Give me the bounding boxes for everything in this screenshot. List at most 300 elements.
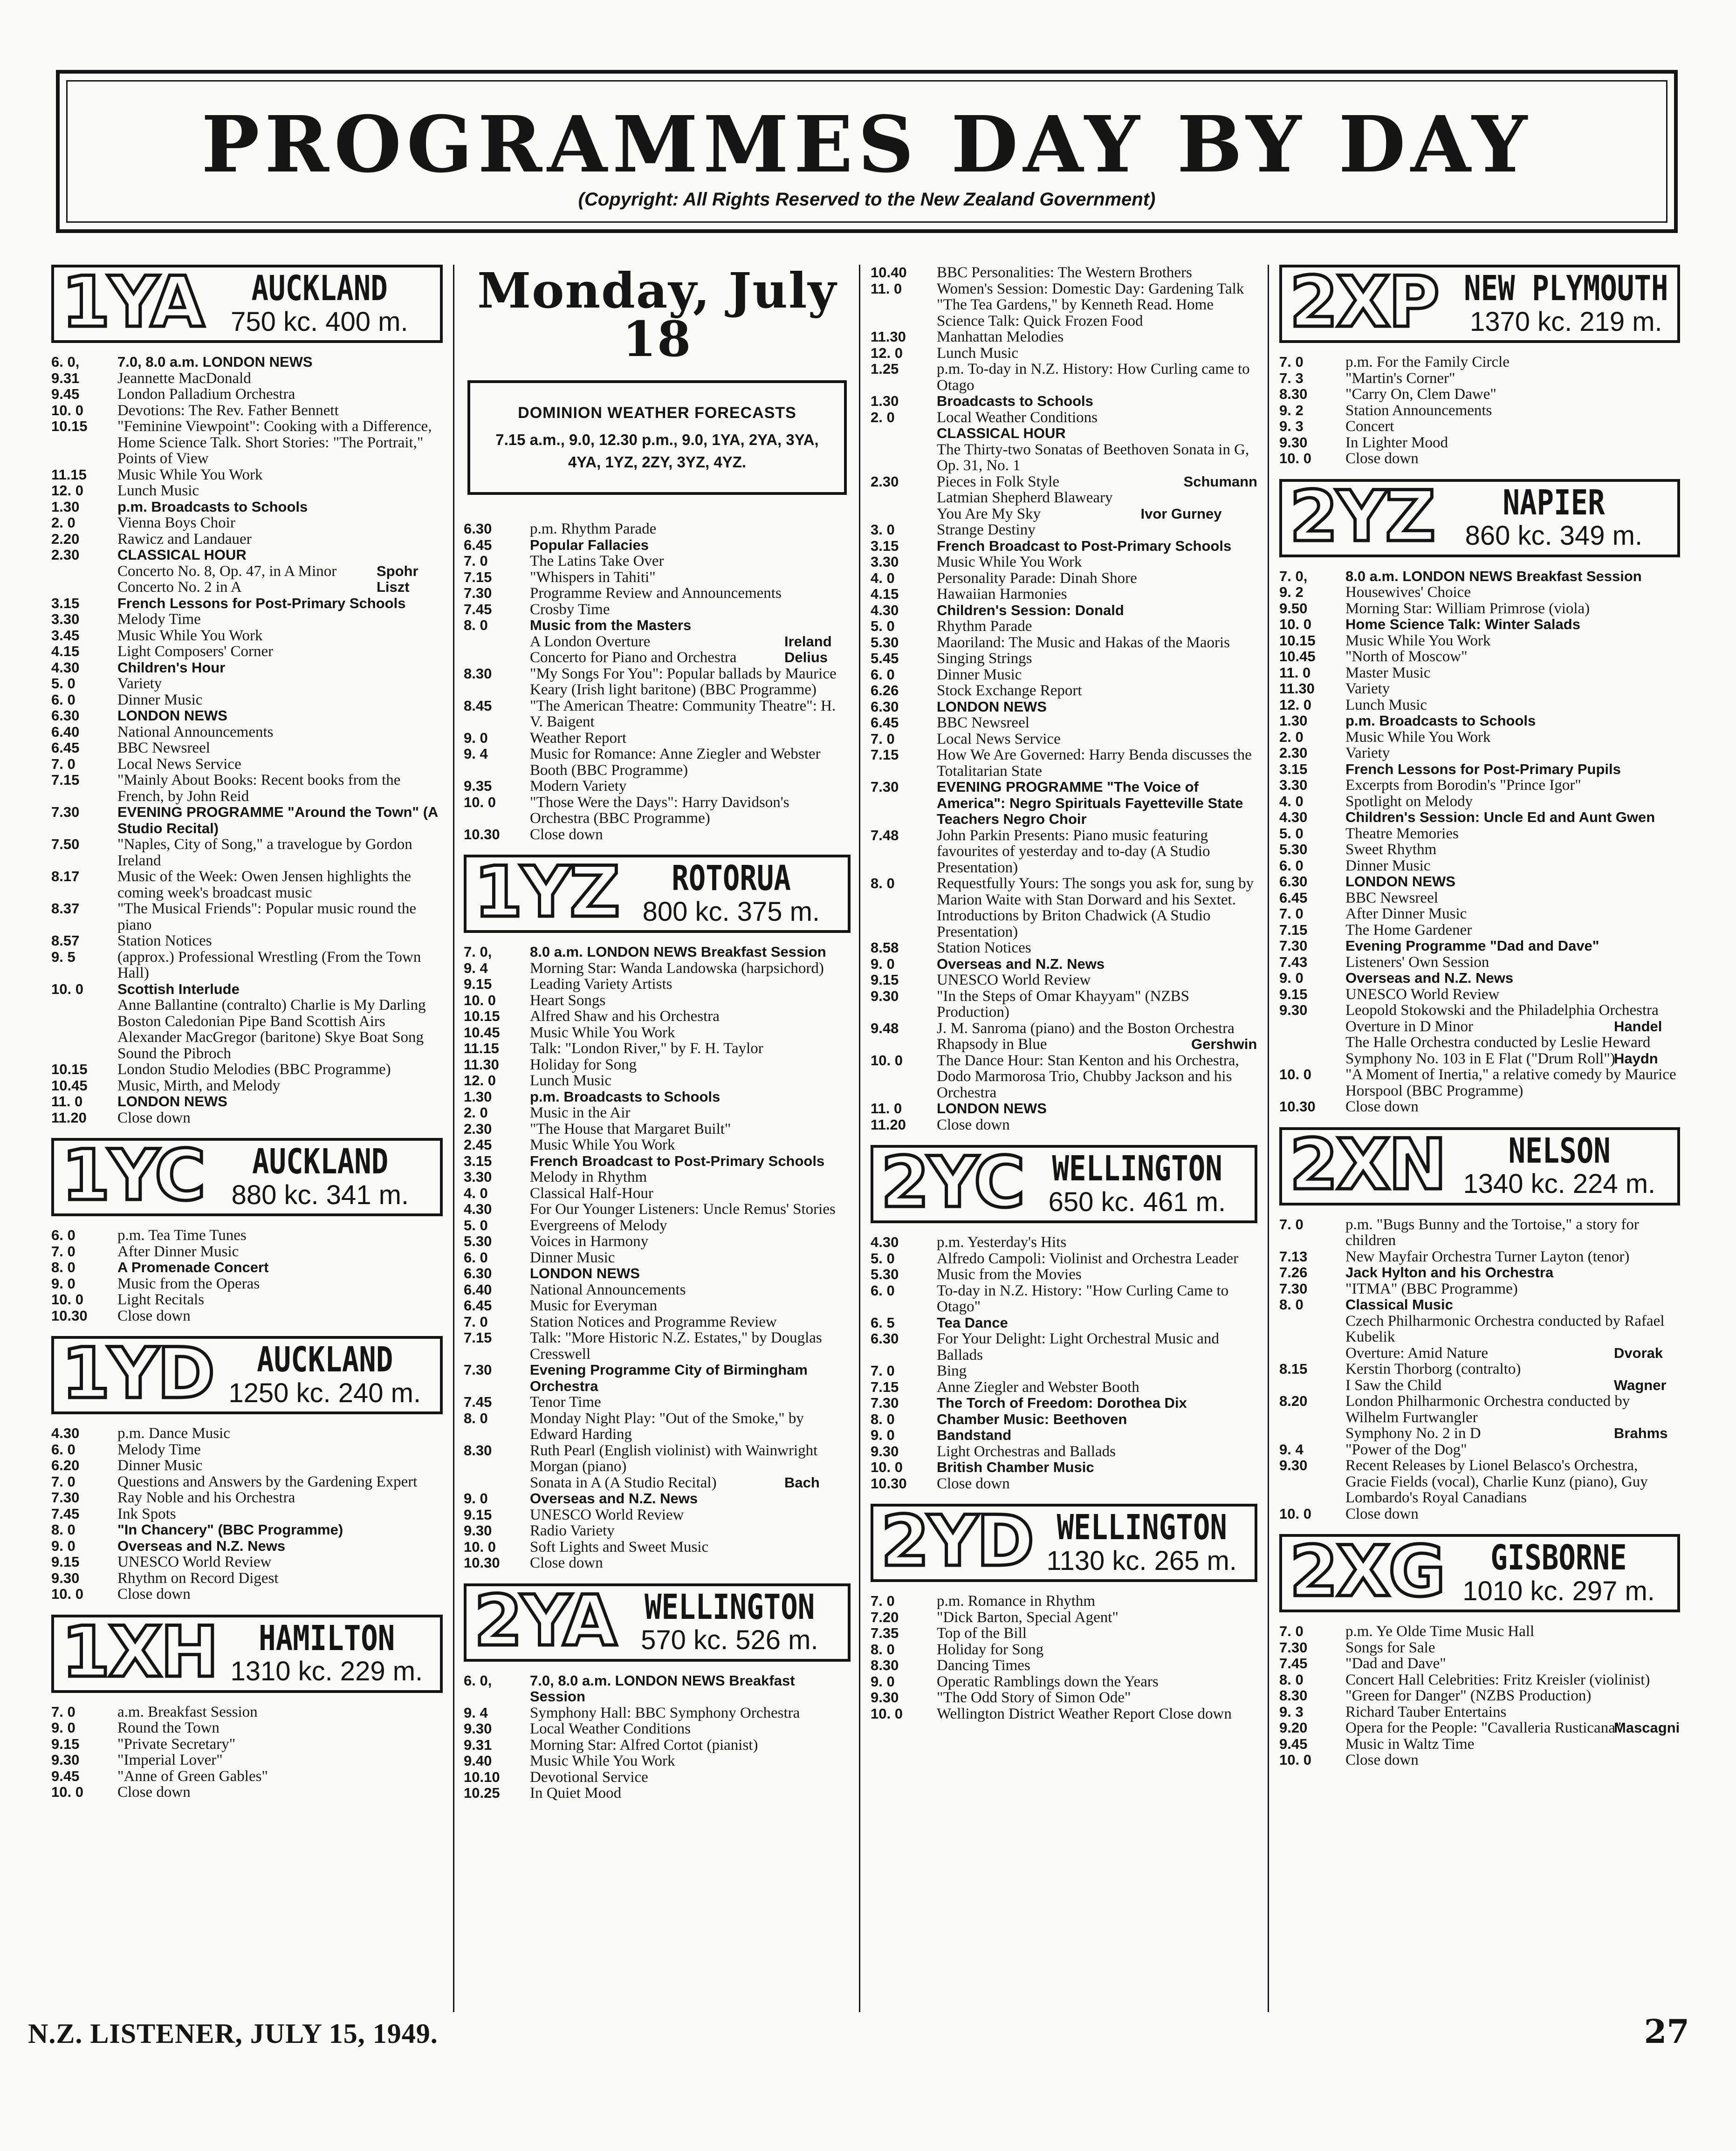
- entry-title: The Halle Orchestra conducted by Leslie Heward: [1345, 1034, 1651, 1051]
- entry-title: Overseas and N.Z. News: [1345, 970, 1514, 986]
- entry-time: 1.30: [871, 393, 899, 409]
- entry-time: 9.15: [871, 972, 899, 988]
- entry-time: 8.30: [871, 1657, 899, 1673]
- entry-title: Strange Destiny: [937, 521, 1036, 538]
- programme-entry: [51, 1260, 443, 1276]
- programme-entry: [464, 1523, 851, 1539]
- entry-time: 8. 0: [871, 875, 895, 891]
- entry-time: 9.15: [51, 1735, 80, 1752]
- station-block: [51, 265, 443, 1126]
- programme-entry: [1279, 386, 1680, 403]
- programme-entry: [871, 715, 1257, 731]
- station-callsign: 1XH: [62, 1611, 217, 1693]
- programme-entry: [1279, 777, 1680, 794]
- programme-entry: [1279, 1736, 1680, 1753]
- entry-title: p.m. Rhythm Parade: [530, 521, 657, 537]
- entry-time: 4.30: [871, 1234, 899, 1250]
- entry-title: After Dinner Music: [117, 1243, 239, 1260]
- programme-entry: [51, 1586, 443, 1603]
- programme-entry: [1279, 954, 1680, 971]
- programme-entry: [464, 1411, 851, 1443]
- entry-time: 8.17: [51, 868, 80, 884]
- station-city: NEW PLYMOUTH: [1464, 268, 1668, 309]
- programme-entry: [51, 901, 443, 933]
- programme-entry: [871, 618, 1257, 635]
- entry-title: Soft Lights and Sweet Music: [530, 1538, 709, 1555]
- programme-entry: [1279, 1361, 1680, 1377]
- programme-entry: Rhapsody in Blue Gershwin: [937, 1036, 1257, 1053]
- programme-entry: [51, 1570, 443, 1587]
- programme-entry: [51, 997, 443, 1014]
- programme-entry: [871, 1610, 1257, 1626]
- entry-title: "Private Secretary": [117, 1735, 236, 1753]
- entry-title: UNESCO World Review: [530, 1506, 684, 1523]
- entry-time: 2.30: [871, 473, 899, 490]
- entry-title: Tea Dance: [937, 1314, 1008, 1331]
- entry-title: Dinner Music: [530, 1249, 615, 1266]
- programme-entry: [871, 956, 1257, 973]
- entry-time: 9.30: [464, 1522, 492, 1539]
- entry-time: 9.15: [1279, 986, 1308, 1002]
- day-heading: Monday, July 18: [477, 265, 837, 368]
- entry-time: 7.30: [871, 779, 899, 795]
- entry-time: 3.30: [51, 611, 80, 627]
- entry-time: 2.30: [51, 547, 80, 563]
- entry-title: Boston Caledonian Pipe Band Scottish Airs: [117, 1013, 385, 1030]
- programme-entry: [1279, 922, 1680, 938]
- entry-time: 8.30: [1279, 386, 1308, 402]
- programme-entry: [1279, 418, 1680, 435]
- station-callsign: 2XN: [1290, 1124, 1445, 1206]
- entry-time: 5.30: [871, 634, 899, 651]
- entry-title: Requestfully Yours: The songs you ask for, sung by Marion Waite with Stan Dorward and his Sextet. Introductions by Briton Chadwick (A Studio Presentation): [937, 875, 1254, 940]
- entry-time: 7.43: [1279, 953, 1308, 970]
- programme-entry: [464, 1266, 851, 1282]
- entry-title: Broadcasts to Schools: [937, 393, 1093, 409]
- entry-title: For Your Delight: Light Orchestral Music and Ballads: [937, 1330, 1219, 1363]
- entry-time: 9.30: [871, 1443, 899, 1459]
- entry-time: 11. 0: [871, 280, 902, 297]
- programme-entry: [871, 940, 1257, 956]
- entry-time: 10.30: [871, 1475, 907, 1492]
- programme-entry: [871, 699, 1257, 715]
- weather-title: DOMINION WEATHER FORECASTS: [518, 404, 796, 422]
- entry-title: Local Weather Conditions: [530, 1720, 691, 1737]
- entry-time: 9.20: [1279, 1719, 1308, 1736]
- copyright-notice: (Copyright: All Rights Reserved to the New Zealand Government): [578, 189, 1156, 210]
- column-rule-2: [859, 265, 860, 2012]
- entry-title: Close down: [937, 1475, 1010, 1492]
- programme-entry: [51, 1506, 443, 1522]
- programme-entry: [464, 569, 851, 586]
- entry-title: Evening Programme "Dad and Dave": [1345, 938, 1599, 954]
- programme-entry: [51, 628, 443, 644]
- programme-entry: [1279, 633, 1680, 649]
- entry-title: Jack Hylton and his Orchestra: [1345, 1264, 1554, 1281]
- entry-time: 9. 4: [464, 959, 488, 976]
- station-city: GISBORNE: [1490, 1538, 1627, 1578]
- entry-time: 8. 0: [871, 1411, 895, 1427]
- programme-entry: [1279, 874, 1680, 890]
- station-info: [221, 1618, 432, 1687]
- programme-entry: [871, 1411, 1257, 1428]
- entry-time: 7. 0: [464, 1313, 488, 1330]
- programme-entry: [871, 425, 1257, 442]
- programme-entry: [1279, 1002, 1680, 1019]
- entry-title: "Dad and Dave": [1345, 1655, 1446, 1672]
- entry-title: "Naples, City of Song," a travelogue by Gordon Ireland: [117, 836, 412, 869]
- entry-time: 7.30: [464, 1362, 492, 1378]
- entry-time: 10.45: [51, 1077, 88, 1094]
- entry-title: National Announcements: [530, 1281, 686, 1298]
- column-rule-1: [453, 265, 454, 2012]
- entry-title: p.m. Ye Olde Time Music Hall: [1345, 1623, 1535, 1640]
- entry-time: 3.15: [464, 1152, 492, 1169]
- programme-entry: [1279, 938, 1680, 954]
- entry-time: 6. 0: [51, 1441, 75, 1458]
- entry-time: 9.30: [871, 987, 899, 1004]
- entry-title: BBC Personalities: The Western Brothers: [937, 265, 1192, 281]
- entry-title: Monday Night Play: "Out of the Smoke," by Edward Harding: [530, 1410, 804, 1443]
- programme-entry: [871, 731, 1257, 747]
- programme-entry: [51, 1752, 443, 1768]
- programme-entry: [51, 1029, 443, 1046]
- programme-entry: [1279, 1393, 1680, 1425]
- station-header: [1279, 265, 1680, 343]
- programme-entry: [871, 393, 1257, 410]
- programme-entry: [1279, 584, 1680, 601]
- entry-time: 7.35: [871, 1625, 899, 1641]
- entry-time: 9.30: [1279, 1457, 1308, 1473]
- station-header: [51, 1135, 443, 1216]
- entry-time: 9.31: [464, 1736, 492, 1753]
- entry-time: 7. 0: [871, 1363, 895, 1379]
- entry-time: 10. 0: [51, 1586, 83, 1602]
- entry-title: Children's Session: Uncle Ed and Aunt Gwen: [1345, 809, 1655, 825]
- entry-time: 3.15: [1279, 760, 1308, 777]
- entry-title: Devotions: The Rev. Father Bennett: [117, 402, 339, 419]
- programme-entry: [464, 521, 851, 537]
- entry-title: A Promenade Concert: [117, 1259, 269, 1275]
- publication-footer: N.Z. LISTENER, JULY 15, 1949.: [28, 2018, 438, 2049]
- programme-entry: [51, 1736, 443, 1753]
- entry-title: Evergreens of Melody: [530, 1217, 667, 1234]
- station-city: ROTORUA: [672, 858, 791, 899]
- entry-title: Light Recitals: [117, 1291, 205, 1308]
- entry-time: 4. 0: [871, 569, 895, 586]
- programme-entry: [51, 708, 443, 724]
- programme-entry: [51, 1014, 443, 1030]
- programme-entry: Concerto No. 2 in A Liszt: [117, 579, 410, 596]
- entry-title: Dinner Music: [117, 1457, 203, 1474]
- entry-title: Music in the Air: [530, 1104, 631, 1121]
- column-rule-3: [1268, 265, 1269, 2012]
- programme-entry: [51, 418, 443, 467]
- programme-entry: [51, 1110, 443, 1126]
- entry-title: To-day in N.Z. History: "How Curling Came to Otago": [937, 1282, 1229, 1315]
- entry-time: 9. 5: [51, 948, 75, 965]
- programme-entry: [464, 698, 851, 730]
- programme-entry: [464, 1025, 851, 1041]
- entry-time: 8.45: [464, 697, 492, 714]
- programme-entry: [1279, 435, 1680, 451]
- entry-title: Local Weather Conditions: [937, 409, 1098, 426]
- entry-title: Music for Everyman: [530, 1297, 658, 1314]
- entry-time: 7. 0: [51, 1473, 75, 1490]
- programme-entry: [1279, 1099, 1680, 1115]
- station-frequency: 1010 kc. 297 m.: [1462, 1576, 1655, 1606]
- entry-time: 7.45: [464, 601, 492, 617]
- programme-entry: [1279, 1688, 1680, 1704]
- programme-entry: [871, 490, 1257, 506]
- entry-title: UNESCO World Review: [1345, 986, 1500, 1003]
- programme-entry: [464, 1705, 851, 1721]
- programme-entry: [1279, 713, 1680, 729]
- station-frequency: 880 kc. 341 m.: [231, 1179, 409, 1210]
- entry-title: Scottish Interlude: [117, 980, 240, 997]
- entry-title: Alexander MacGregor (baritone) Skye Boat Song: [117, 1029, 424, 1046]
- station-info: [1448, 1540, 1670, 1606]
- entry-title: Close down: [1345, 1505, 1419, 1522]
- entry-title: French Broadcast to Post-Primary Schools: [530, 1152, 825, 1169]
- entry-time: 2.30: [464, 1120, 492, 1137]
- entry-time: 5.30: [464, 1233, 492, 1249]
- programme-entry: [1279, 697, 1680, 713]
- programme-entry: [464, 585, 851, 602]
- programme-entry: [51, 1062, 443, 1078]
- station-header: [871, 1501, 1257, 1582]
- entry-time: 5.30: [871, 1266, 899, 1282]
- programme-entry: [871, 1476, 1257, 1492]
- entry-time: 12. 0: [464, 1072, 496, 1089]
- entry-title: British Chamber Music: [937, 1459, 1094, 1475]
- programme-entry: [1279, 1297, 1680, 1313]
- entry-title: Manhattan Melodies: [937, 329, 1064, 345]
- entry-title: The Home Gardener: [1345, 921, 1472, 938]
- programme-entry: [464, 1737, 851, 1754]
- programme-entry: [871, 1234, 1257, 1251]
- entry-title: Lunch Music: [937, 344, 1019, 362]
- entry-title: Dinner Music: [937, 666, 1022, 683]
- programme-entry: [871, 1444, 1257, 1460]
- programme-entry: I Saw the Child Wagner: [1345, 1377, 1667, 1394]
- entry-title: Station Announcements: [1345, 402, 1492, 419]
- entry-title: Listeners' Own Session: [1345, 953, 1489, 971]
- programme-entry: [871, 281, 1257, 329]
- entry-title: Master Music: [1345, 664, 1431, 681]
- programme-entry: [871, 1251, 1257, 1267]
- entry-title: Close down: [530, 826, 603, 843]
- entry-title: Recent Releases by Lionel Belasco's Orchestra, Gracie Fields (vocal), Charlie Kunz (piano), Guy Lombardo's Royal Canadians: [1345, 1457, 1648, 1506]
- programme-entry: [51, 804, 443, 836]
- programme-entry: [1279, 729, 1680, 746]
- entry-time: 7. 0: [1279, 905, 1304, 922]
- entry-title: Evening Programme City of Birmingham Orchestra: [530, 1362, 808, 1394]
- entry-time: 8.37: [51, 900, 80, 917]
- programme-entry: Symphony No. 103 in E Flat ("Drum Roll") Haydn: [1345, 1050, 1658, 1067]
- programme-entry: [51, 499, 443, 515]
- station-block: [1279, 1124, 1680, 1522]
- entry-title: "Dick Barton, Special Agent": [937, 1609, 1118, 1626]
- entry-time: 6.40: [464, 1281, 492, 1298]
- entry-title: Top of the Bill: [937, 1625, 1027, 1642]
- entry-time: 4.30: [871, 602, 899, 618]
- entry-time: 9. 3: [1279, 418, 1304, 434]
- programme-entry: [464, 1282, 851, 1298]
- entry-title: Programme Review and Announcements: [530, 585, 782, 602]
- entry-title: 8.0 a.m. LONDON NEWS Breakfast Session: [530, 944, 826, 960]
- programme-entry: [51, 1458, 443, 1474]
- entry-title: Morning Star: William Primrose (viola): [1345, 600, 1590, 617]
- programme-entry: [51, 836, 443, 869]
- programme-entry: [871, 410, 1257, 426]
- entry-time: 7.45: [51, 1505, 80, 1522]
- programme-entry: [1279, 1704, 1680, 1720]
- programme-entry: [464, 1785, 851, 1802]
- entry-title: Talk: "London River," by F. H. Taylor: [530, 1040, 763, 1057]
- entry-time: 10.30: [51, 1307, 88, 1324]
- programme-entry: [871, 1658, 1257, 1674]
- station-city: WELLINGTON: [1057, 1507, 1227, 1548]
- entry-title: "The House that Margaret Built": [530, 1120, 731, 1137]
- entry-time: 9. 0: [871, 1427, 895, 1443]
- entry-time: 3. 0: [871, 521, 895, 538]
- entry-time: 6. 0: [871, 666, 895, 683]
- programme-entry: [51, 1094, 443, 1110]
- programme-entry: [51, 467, 443, 483]
- programme-entry: [871, 1379, 1257, 1396]
- station-info: [1441, 268, 1680, 337]
- station-frequency: 1250 kc. 240 m.: [228, 1377, 421, 1408]
- programme-entry: [464, 993, 851, 1009]
- entry-time: 9.15: [51, 1554, 80, 1570]
- programme-entry: Sonata in A (A Studio Recital) Bach: [530, 1474, 820, 1491]
- programme-entry: [1279, 986, 1680, 1003]
- entry-composer: Ivor Gurney: [1140, 505, 1222, 522]
- entry-title: Home Science Talk: Winter Salads: [1345, 616, 1580, 632]
- entry-time: 5. 0: [51, 675, 75, 692]
- entry-title: Singing Strings: [937, 650, 1032, 667]
- entry-time: 9.31: [51, 370, 80, 386]
- entry-time: 7. 0: [464, 553, 488, 569]
- programme-entry: [1279, 1752, 1680, 1768]
- entry-time: 1.30: [1279, 712, 1308, 729]
- programme-entry: [1279, 858, 1680, 874]
- programme-entry: [51, 1784, 443, 1801]
- entry-title: BBC Newsreel: [937, 714, 1029, 731]
- entry-time: 4. 0: [1279, 793, 1304, 809]
- station-block: [51, 1611, 443, 1801]
- entry-time: 6.40: [51, 723, 80, 740]
- entry-time: 7. 0: [871, 1593, 895, 1609]
- programme-entry: [1279, 1067, 1680, 1099]
- programme-entry: [1279, 1249, 1680, 1265]
- entry-title: Ink Spots: [117, 1505, 176, 1522]
- entry-title: UNESCO World Review: [937, 972, 1091, 988]
- entry-title: 7.0, 8.0 a.m. LONDON NEWS: [117, 354, 313, 370]
- programme-entry: [871, 1459, 1257, 1476]
- station-callsign: 2YA: [474, 1580, 615, 1662]
- entry-time: 9. 0: [1279, 970, 1304, 986]
- programme-entry: [464, 553, 851, 569]
- entry-title: Songs for Sale: [1345, 1639, 1435, 1656]
- programme-entry: [51, 1244, 443, 1260]
- programme-entry: [51, 1227, 443, 1244]
- page-title: PROGRAMMES DAY BY DAY: [201, 99, 1533, 190]
- entry-title: "Green for Danger" (NZBS Production): [1345, 1687, 1592, 1704]
- station-city: AUCKLAND: [251, 268, 388, 309]
- entry-time: 6. 0: [51, 691, 75, 708]
- programme-entry: [1279, 906, 1680, 922]
- entry-title: The Thirty-two Sonatas of Beethoven Sonata in G, Op. 31, No. 1: [937, 441, 1249, 474]
- entry-title: Alfred Shaw and his Orchestra: [530, 1008, 720, 1025]
- entry-title: Overture in D Minor: [1345, 1018, 1474, 1035]
- station-header: [1279, 1124, 1680, 1206]
- station-city: AUCKLAND: [256, 1340, 393, 1380]
- programme-entry: [464, 1218, 851, 1234]
- station-frequency: 1370 kc. 219 m.: [1469, 306, 1662, 337]
- entry-time: 10.40: [871, 265, 907, 281]
- entry-time: 1.25: [871, 361, 899, 377]
- entry-title: EVENING PROGRAMME "The Voice of America": Negro Spirituals Fayetteville State Teachers Negro Choir: [937, 779, 1243, 827]
- entry-title: Variety: [1345, 745, 1390, 761]
- entry-title: 7.0, 8.0 a.m. LONDON NEWS Breakfast Session: [530, 1672, 795, 1705]
- programme-entry: [51, 403, 443, 419]
- entry-title: The Dance Hour: Stan Kenton and his Orchestra, Dodo Marmorosa Trio, Chubby Jackson and his Orchestra: [937, 1052, 1239, 1101]
- entry-title: John Parkin Presents: Piano music featuring favourites of yesterday and to-day (A Studio Presentation): [937, 827, 1210, 876]
- programme-entry: [1279, 826, 1680, 842]
- page-number: 27: [1644, 2012, 1689, 2051]
- entry-title: Latmian Shepherd Blaweary: [937, 489, 1113, 506]
- entry-title: Leopold Stokowski and the Philadelphia Orchestra: [1345, 1002, 1659, 1019]
- entry-title: Spotlight on Melody: [1345, 793, 1473, 810]
- programme-entry: [464, 1008, 851, 1025]
- programme-entry: [51, 692, 443, 708]
- entry-title: p.m. Tea Time Tunes: [117, 1227, 247, 1244]
- entry-time: 4.15: [51, 643, 80, 659]
- entry-title: Close down: [117, 1109, 191, 1126]
- entry-title: "Carry On, Clem Dawe": [1345, 386, 1496, 403]
- entry-time: 7.26: [1279, 1264, 1308, 1281]
- entry-time: 8. 0: [1279, 1296, 1304, 1313]
- programme-entry: [871, 1101, 1257, 1117]
- entry-time: 8.58: [871, 939, 899, 956]
- entry-time: 6.30: [51, 707, 80, 724]
- entry-title: Heart Songs: [530, 992, 606, 1009]
- station-callsign: 2YZ: [1290, 476, 1434, 557]
- programme-entry: [51, 596, 443, 612]
- programme-entry: [464, 1314, 851, 1330]
- programme-entry: [464, 1057, 851, 1073]
- weather-times: 7.15 a.m., 9.0, 12.30 p.m., 9.0, 1YA, 2YA, 3YA, 4YA, 1YZ, 2ZY, 3YZ, 4YZ.: [495, 431, 819, 471]
- programme-entry: [51, 1522, 443, 1538]
- entry-title: Lunch Music: [117, 482, 199, 499]
- entry-time: 4.30: [1279, 809, 1308, 825]
- entry-title: "Anne of Green Gables": [117, 1767, 268, 1785]
- entry-title: Music While You Work: [117, 627, 263, 644]
- entry-title: After Dinner Music: [1345, 905, 1467, 922]
- entry-title: Personality Parade: Dinah Shore: [937, 569, 1137, 587]
- column-2: [464, 265, 851, 1980]
- programme-entry: [51, 611, 443, 628]
- entry-time: 5. 0: [871, 1250, 895, 1267]
- entry-title: Station Notices: [937, 939, 1031, 956]
- programme-entry: [464, 537, 851, 554]
- entry-time: 7.15: [51, 772, 80, 788]
- programme-entry: [464, 1394, 851, 1411]
- programme-entry: [1279, 403, 1680, 419]
- station-frequency: 800 kc. 375 m.: [642, 896, 820, 927]
